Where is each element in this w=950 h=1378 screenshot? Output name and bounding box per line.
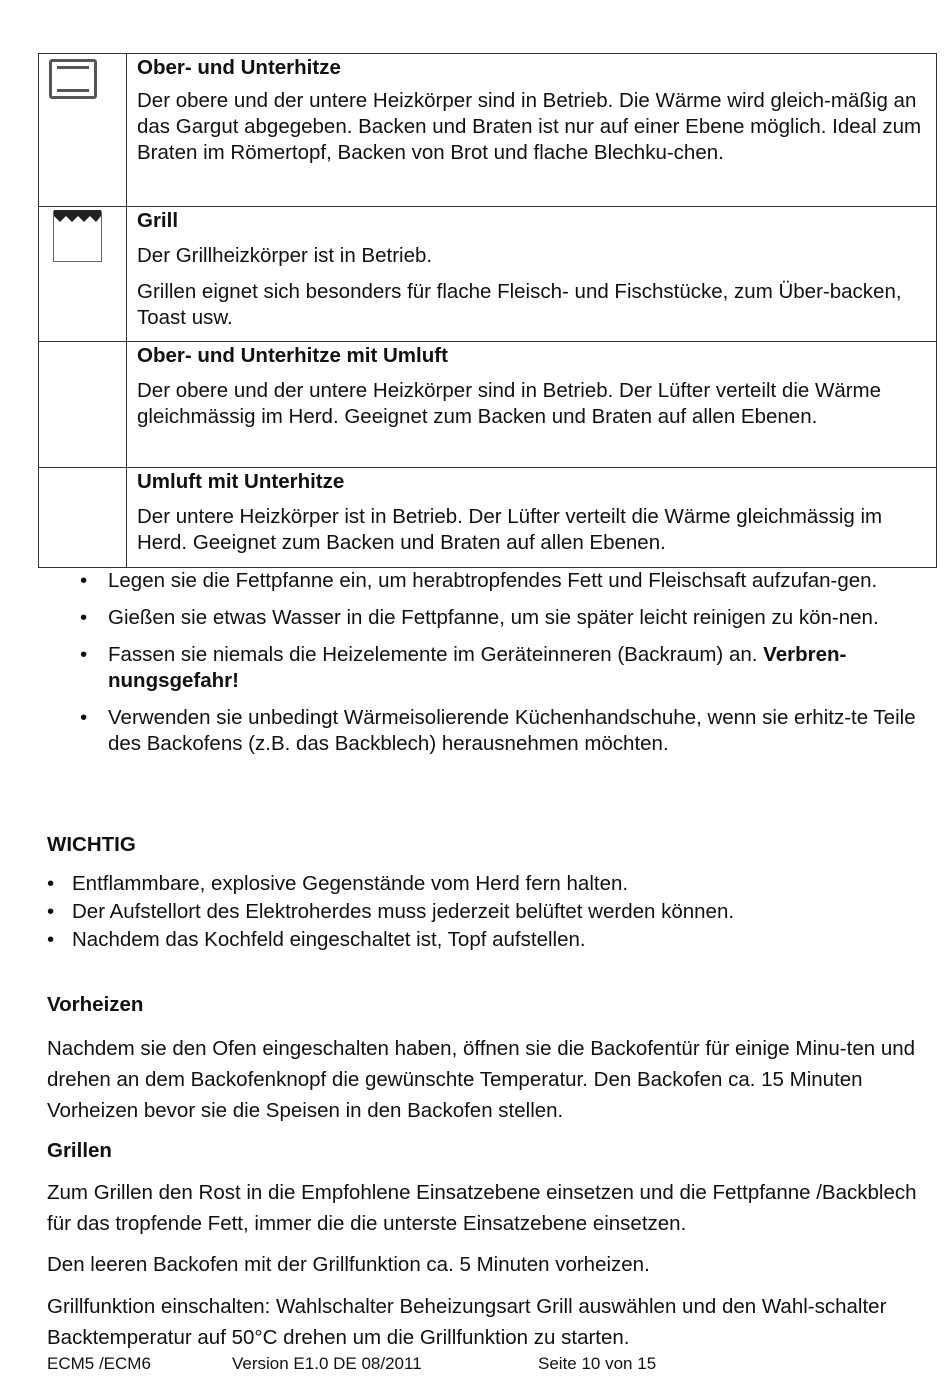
mode-description: Der Grillheizkörper ist in Betrieb.	[137, 244, 433, 267]
bullet-glyph: •	[80, 569, 88, 592]
mode-row	[39, 342, 937, 468]
list-item	[47, 870, 927, 898]
list-item	[47, 898, 927, 926]
mode-title: Ober- und Unterhitze	[137, 56, 341, 79]
grillen-paragraph: Den leeren Backofen mit der Grillfunktion ca. 5 Minuten vorheizen.	[47, 1253, 650, 1276]
mode-text-cell	[127, 468, 937, 568]
mode-description: Grillen eignet sich besonders für flache Fleisch- und Fischstücke, zum Über-backen, Toast usw.	[137, 280, 902, 329]
bullet-glyph: •	[80, 606, 88, 629]
list-item-text: Fassen sie niemals die Heizelemente im Geräteinneren (Backraum) an.	[108, 643, 764, 666]
bullet-glyph: •	[47, 872, 55, 895]
mode-row	[39, 54, 937, 207]
wichtig-list	[47, 870, 927, 954]
mode-title: Grill	[137, 209, 179, 232]
mode-text-cell	[127, 342, 937, 468]
list-item-text: Der Aufstellort des Elektroherdes muss jederzeit belüftet werden können.	[72, 900, 735, 923]
list-item	[80, 705, 930, 757]
list-item-text: Nachdem das Kochfeld eingeschaltet ist, Topf aufstellen.	[72, 928, 586, 951]
mode-title: Umluft mit Unterhitze	[137, 470, 345, 493]
vorheizen-heading: Vorheizen	[47, 993, 144, 1016]
vorheizen-paragraph: Nachdem sie den Ofen eingeschalten haben, öffnen sie die Backofentür für einige Minu-ten und drehen an dem Backofenknopf die gewünschte Temperatur. Den Backofen ca. 15 Minuten Vorheizen bevor sie die Speisen in den Backofen stellen.	[47, 1037, 916, 1122]
list-item-text: Verwenden sie unbedingt Wärmeisolierende Küchenhandschuhe, wenn sie erhitz-te Teile des Backofens (z.B. das Backblech) herausnehmen möchten.	[108, 706, 916, 755]
bullet-glyph: •	[80, 706, 88, 729]
list-item	[47, 926, 927, 954]
list-item-text: Gießen sie etwas Wasser in die Fettpfanne, um sie später leicht reinigen zu kön-nen.	[108, 606, 879, 629]
footer-model: ECM5 /ECM6	[47, 1354, 151, 1373]
mode-text-cell	[127, 207, 937, 342]
mode-icon-cell	[39, 207, 127, 342]
mode-description: Der obere und der untere Heizkörper sind in Betrieb. Der Lüfter verteilt die Wärme gleichmässig im Herd. Geeignet zum Backen und Braten auf allen Ebenen.	[137, 379, 882, 428]
bullet-glyph: •	[47, 928, 55, 951]
list-item	[80, 642, 930, 694]
mode-text-cell	[127, 54, 937, 207]
list-item-text: Legen sie die Fettpfanne ein, um herabtropfendes Fett und Fleischsaft aufzufan-gen.	[108, 569, 878, 592]
bullet-glyph: •	[47, 900, 55, 923]
warning-text: Verbren-nungsgefahr!	[108, 643, 847, 692]
mode-icon-cell	[39, 342, 127, 468]
mode-title: Ober- und Unterhitze mit Umluft	[137, 344, 448, 367]
footer-page-number: Seite 10 von 15	[538, 1354, 657, 1373]
mode-icon-cell	[39, 54, 127, 207]
safety-bullet-list	[80, 568, 930, 768]
footer-version: Version E1.0 DE 08/2011	[232, 1354, 422, 1373]
mode-description: Der obere und der untere Heizkörper sind in Betrieb. Die Wärme wird gleich-mäßig an das Gargut abgegeben. Backen und Braten ist nur auf einer Ebene möglich. Ideal zum Braten im Römertopf, Backen von Brot und flache Blechku-chen.	[137, 89, 922, 164]
grill-icon	[53, 211, 102, 262]
bullet-glyph: •	[80, 643, 88, 666]
oven-top-bottom-heat-icon	[49, 59, 97, 99]
grillen-heading: Grillen	[47, 1139, 112, 1162]
list-item-text: Entflammbare, explosive Gegenstände vom Herd fern halten.	[72, 872, 629, 895]
mode-row	[39, 207, 937, 342]
heating-modes-table	[38, 53, 937, 568]
mode-description: Der untere Heizkörper ist in Betrieb. Der Lüfter verteilt die Wärme gleichmässig im Herd. Geeignet zum Backen und Braten auf allen Ebenen.	[137, 505, 883, 554]
mode-icon-cell	[39, 468, 127, 568]
wichtig-heading: WICHTIG	[47, 833, 136, 856]
grillen-paragraph: Grillfunktion einschalten: Wahlschalter Beheizungsart Grill auswählen und den Wahl-schalter Backtemperatur auf 50°C drehen um die Grillfunktion zu starten.	[47, 1295, 887, 1349]
list-item	[80, 568, 930, 594]
list-item	[80, 605, 930, 631]
grillen-paragraph: Zum Grillen den Rost in die Empfohlene Einsatzebene einsetzen und die Fettpfanne /Backblech für das tropfende Fett, immer die die unterste Einsatzebene einsetzen.	[47, 1181, 917, 1235]
mode-row	[39, 468, 937, 568]
